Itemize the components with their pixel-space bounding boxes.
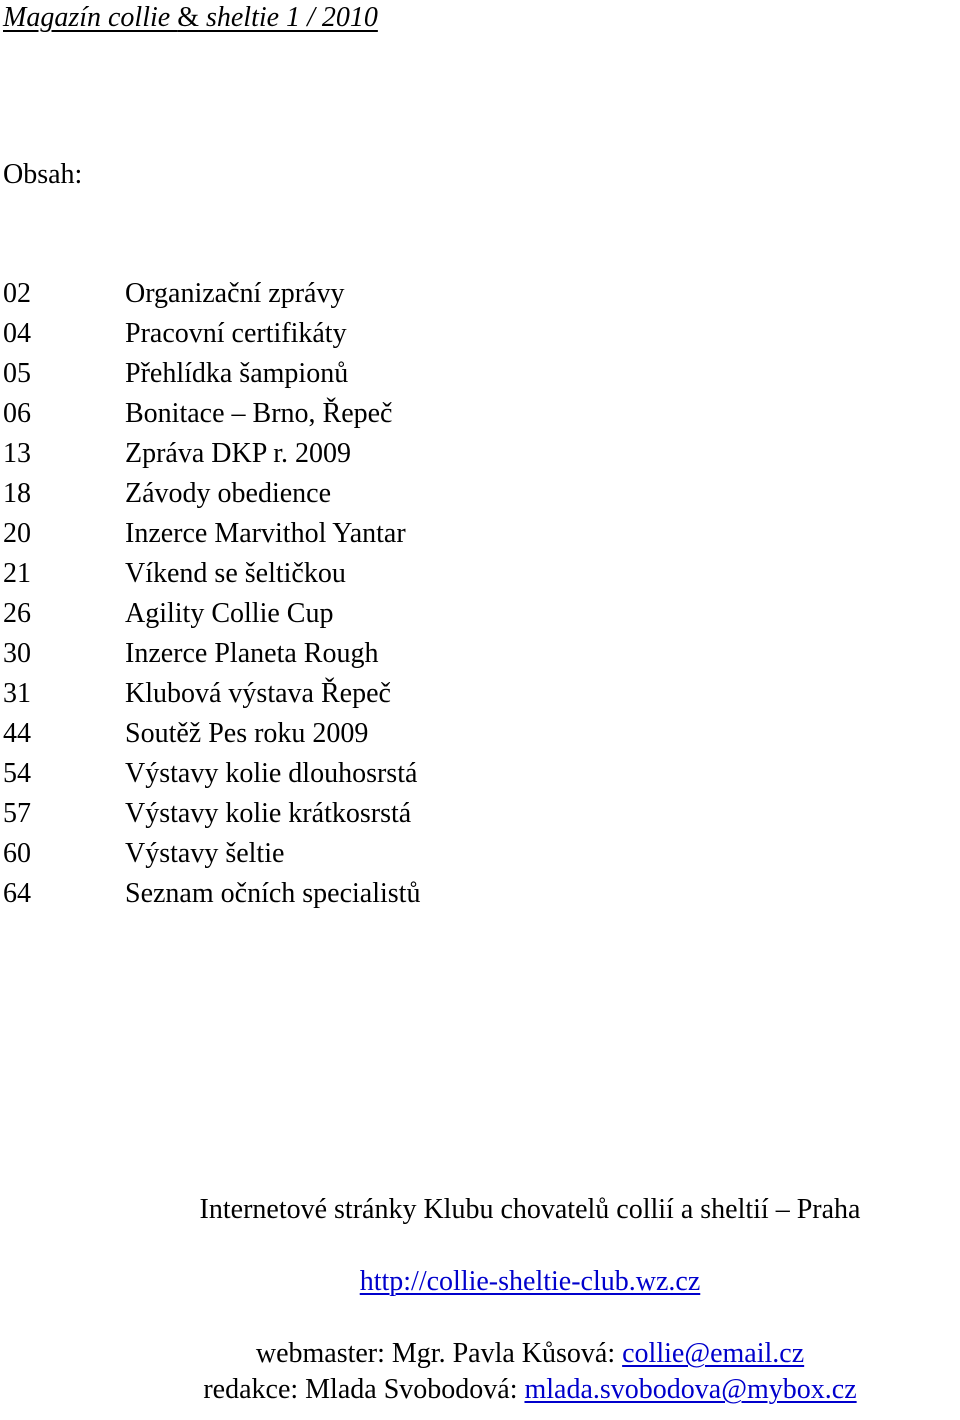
editor-label: redakce: Mlada Svobodová: [203, 1374, 525, 1405]
webmaster-email-link[interactable]: collie@email.cz [622, 1338, 805, 1369]
toc-row [3, 834, 703, 874]
magazine-title-ampersand: & [177, 2, 199, 33]
toc-page-number: 21 [3, 558, 31, 589]
toc-page-number: 06 [3, 398, 31, 429]
webmaster-label: webmaster: Mgr. Pavla Kůsová: [255, 1338, 623, 1369]
contents-label: Obsah: [3, 159, 83, 190]
toc-row [3, 394, 703, 434]
toc-title: Seznam očních specialistů [125, 878, 421, 909]
toc-page-number: 04 [3, 318, 31, 349]
toc-title: Výstavy šeltie [125, 838, 285, 869]
magazine-title-part2: sheltie 1 / 2010 [198, 2, 378, 33]
toc-row [3, 634, 703, 674]
toc-title: Přehlídka šampionů [125, 358, 349, 389]
toc-row [3, 874, 703, 914]
toc-page-number: 20 [3, 518, 31, 549]
toc-row [3, 594, 703, 634]
table-of-contents [3, 274, 703, 914]
toc-row [3, 794, 703, 834]
toc-title: Víkend se šeltičkou [125, 558, 346, 589]
toc-title: Zpráva DKP r. 2009 [125, 438, 352, 469]
toc-title: Inzerce Marvithol Yantar [125, 518, 406, 549]
webmaster-line [105, 1336, 955, 1372]
toc-page-number: 13 [3, 438, 31, 469]
toc-row [3, 474, 703, 514]
toc-title: Výstavy kolie krátkosrstá [125, 798, 412, 829]
toc-title: Organizační zprávy [125, 278, 345, 309]
toc-row [3, 554, 703, 594]
toc-row [3, 274, 703, 314]
toc-title: Závody obedience [125, 478, 332, 509]
magazine-title [3, 0, 378, 36]
editor-email-link[interactable]: mlada.svobodova@mybox.cz [524, 1374, 857, 1405]
toc-page-number: 02 [3, 278, 31, 309]
toc-row [3, 714, 703, 754]
toc-row [3, 754, 703, 794]
toc-page-number: 30 [3, 638, 31, 669]
club-website-line: Internetové stránky Klubu chovatelů collií a sheltií – Praha [199, 1194, 861, 1225]
toc-page-number: 18 [3, 478, 31, 509]
toc-row [3, 514, 703, 554]
toc-row [3, 314, 703, 354]
club-website-link[interactable]: http://collie-sheltie-club.wz.cz [359, 1266, 701, 1297]
toc-row [3, 354, 703, 394]
toc-row [3, 434, 703, 474]
toc-page-number: 57 [3, 798, 31, 829]
toc-title: Inzerce Planeta Rough [125, 638, 379, 669]
toc-title: Výstavy kolie dlouhosrstá [125, 758, 418, 789]
toc-page-number: 05 [3, 358, 31, 389]
editor-line [105, 1372, 955, 1408]
toc-row [3, 674, 703, 714]
toc-page-number: 54 [3, 758, 31, 789]
toc-page-number: 31 [3, 678, 31, 709]
toc-title: Klubová výstava Řepeč [125, 678, 391, 709]
toc-page-number: 64 [3, 878, 31, 909]
toc-title: Soutěž Pes roku 2009 [125, 718, 369, 749]
toc-page-number: 60 [3, 838, 31, 869]
toc-page-number: 44 [3, 718, 31, 749]
toc-title: Pracovní certifikáty [125, 318, 347, 349]
toc-title: Agility Collie Cup [125, 598, 334, 629]
club-url-line [105, 1264, 955, 1300]
magazine-title-part1: Magazín collie [3, 2, 178, 33]
toc-title: Bonitace – Brno, Řepeč [125, 398, 393, 429]
toc-page-number: 26 [3, 598, 31, 629]
